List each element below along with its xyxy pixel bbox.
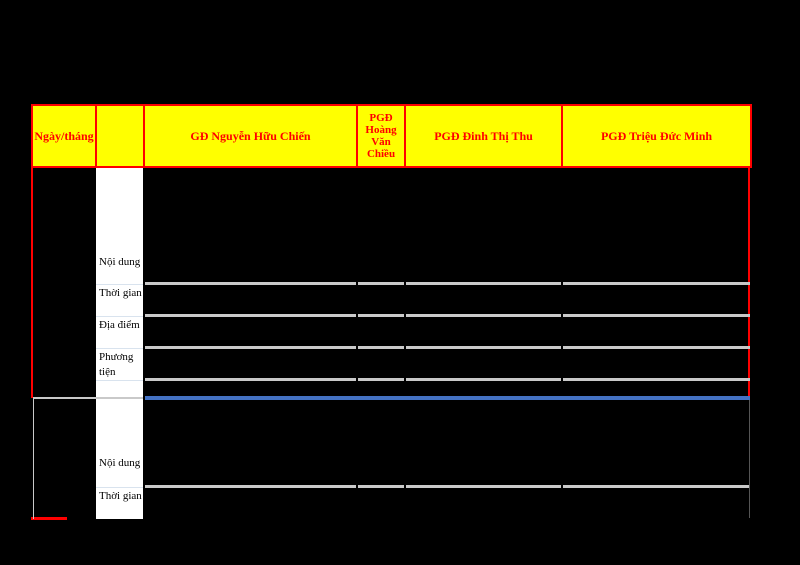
header-label-col — [95, 104, 145, 168]
row-separator — [96, 284, 143, 285]
left-border-2 — [33, 399, 34, 519]
row-line — [145, 282, 750, 285]
row-label-content: Nội dung — [99, 457, 141, 469]
left-border — [31, 168, 33, 398]
row-label-content: Nội dung — [99, 256, 141, 268]
right-border-2 — [749, 400, 750, 518]
row-separator — [96, 348, 143, 349]
row-label-location: Địa điểm — [99, 319, 140, 331]
bottom-border — [31, 517, 67, 520]
row-label-vehicle: Phương tiện — [99, 351, 134, 378]
day-divider — [145, 396, 750, 400]
header-date-label: Ngày/tháng — [34, 128, 94, 143]
header-director-label: GĐ Nguyễn Hữu Chiến — [190, 128, 311, 143]
row-separator — [96, 316, 143, 317]
row-separator — [96, 487, 143, 488]
header-deputy-2-label: PGĐ Đinh Thị Thu — [434, 128, 533, 143]
day-divider-left — [33, 397, 96, 399]
row-line — [145, 485, 750, 488]
row-line — [145, 346, 750, 349]
row-line — [145, 314, 750, 317]
row-line — [145, 378, 750, 381]
header-deputy-1-label: PGĐ Hoàng Văn Chiều — [365, 112, 397, 160]
header-deputy-1 — [356, 104, 406, 168]
header-deputy-3 — [561, 104, 752, 168]
row-separator — [96, 380, 143, 381]
row-label-time: Thời gian — [99, 287, 142, 299]
row-label-time: Thời gian — [99, 490, 142, 502]
header-director — [143, 104, 358, 168]
header-deputy-3-label: PGĐ Triệu Đức Minh — [600, 128, 713, 143]
header-deputy-2 — [404, 104, 563, 168]
header-date — [31, 104, 97, 168]
